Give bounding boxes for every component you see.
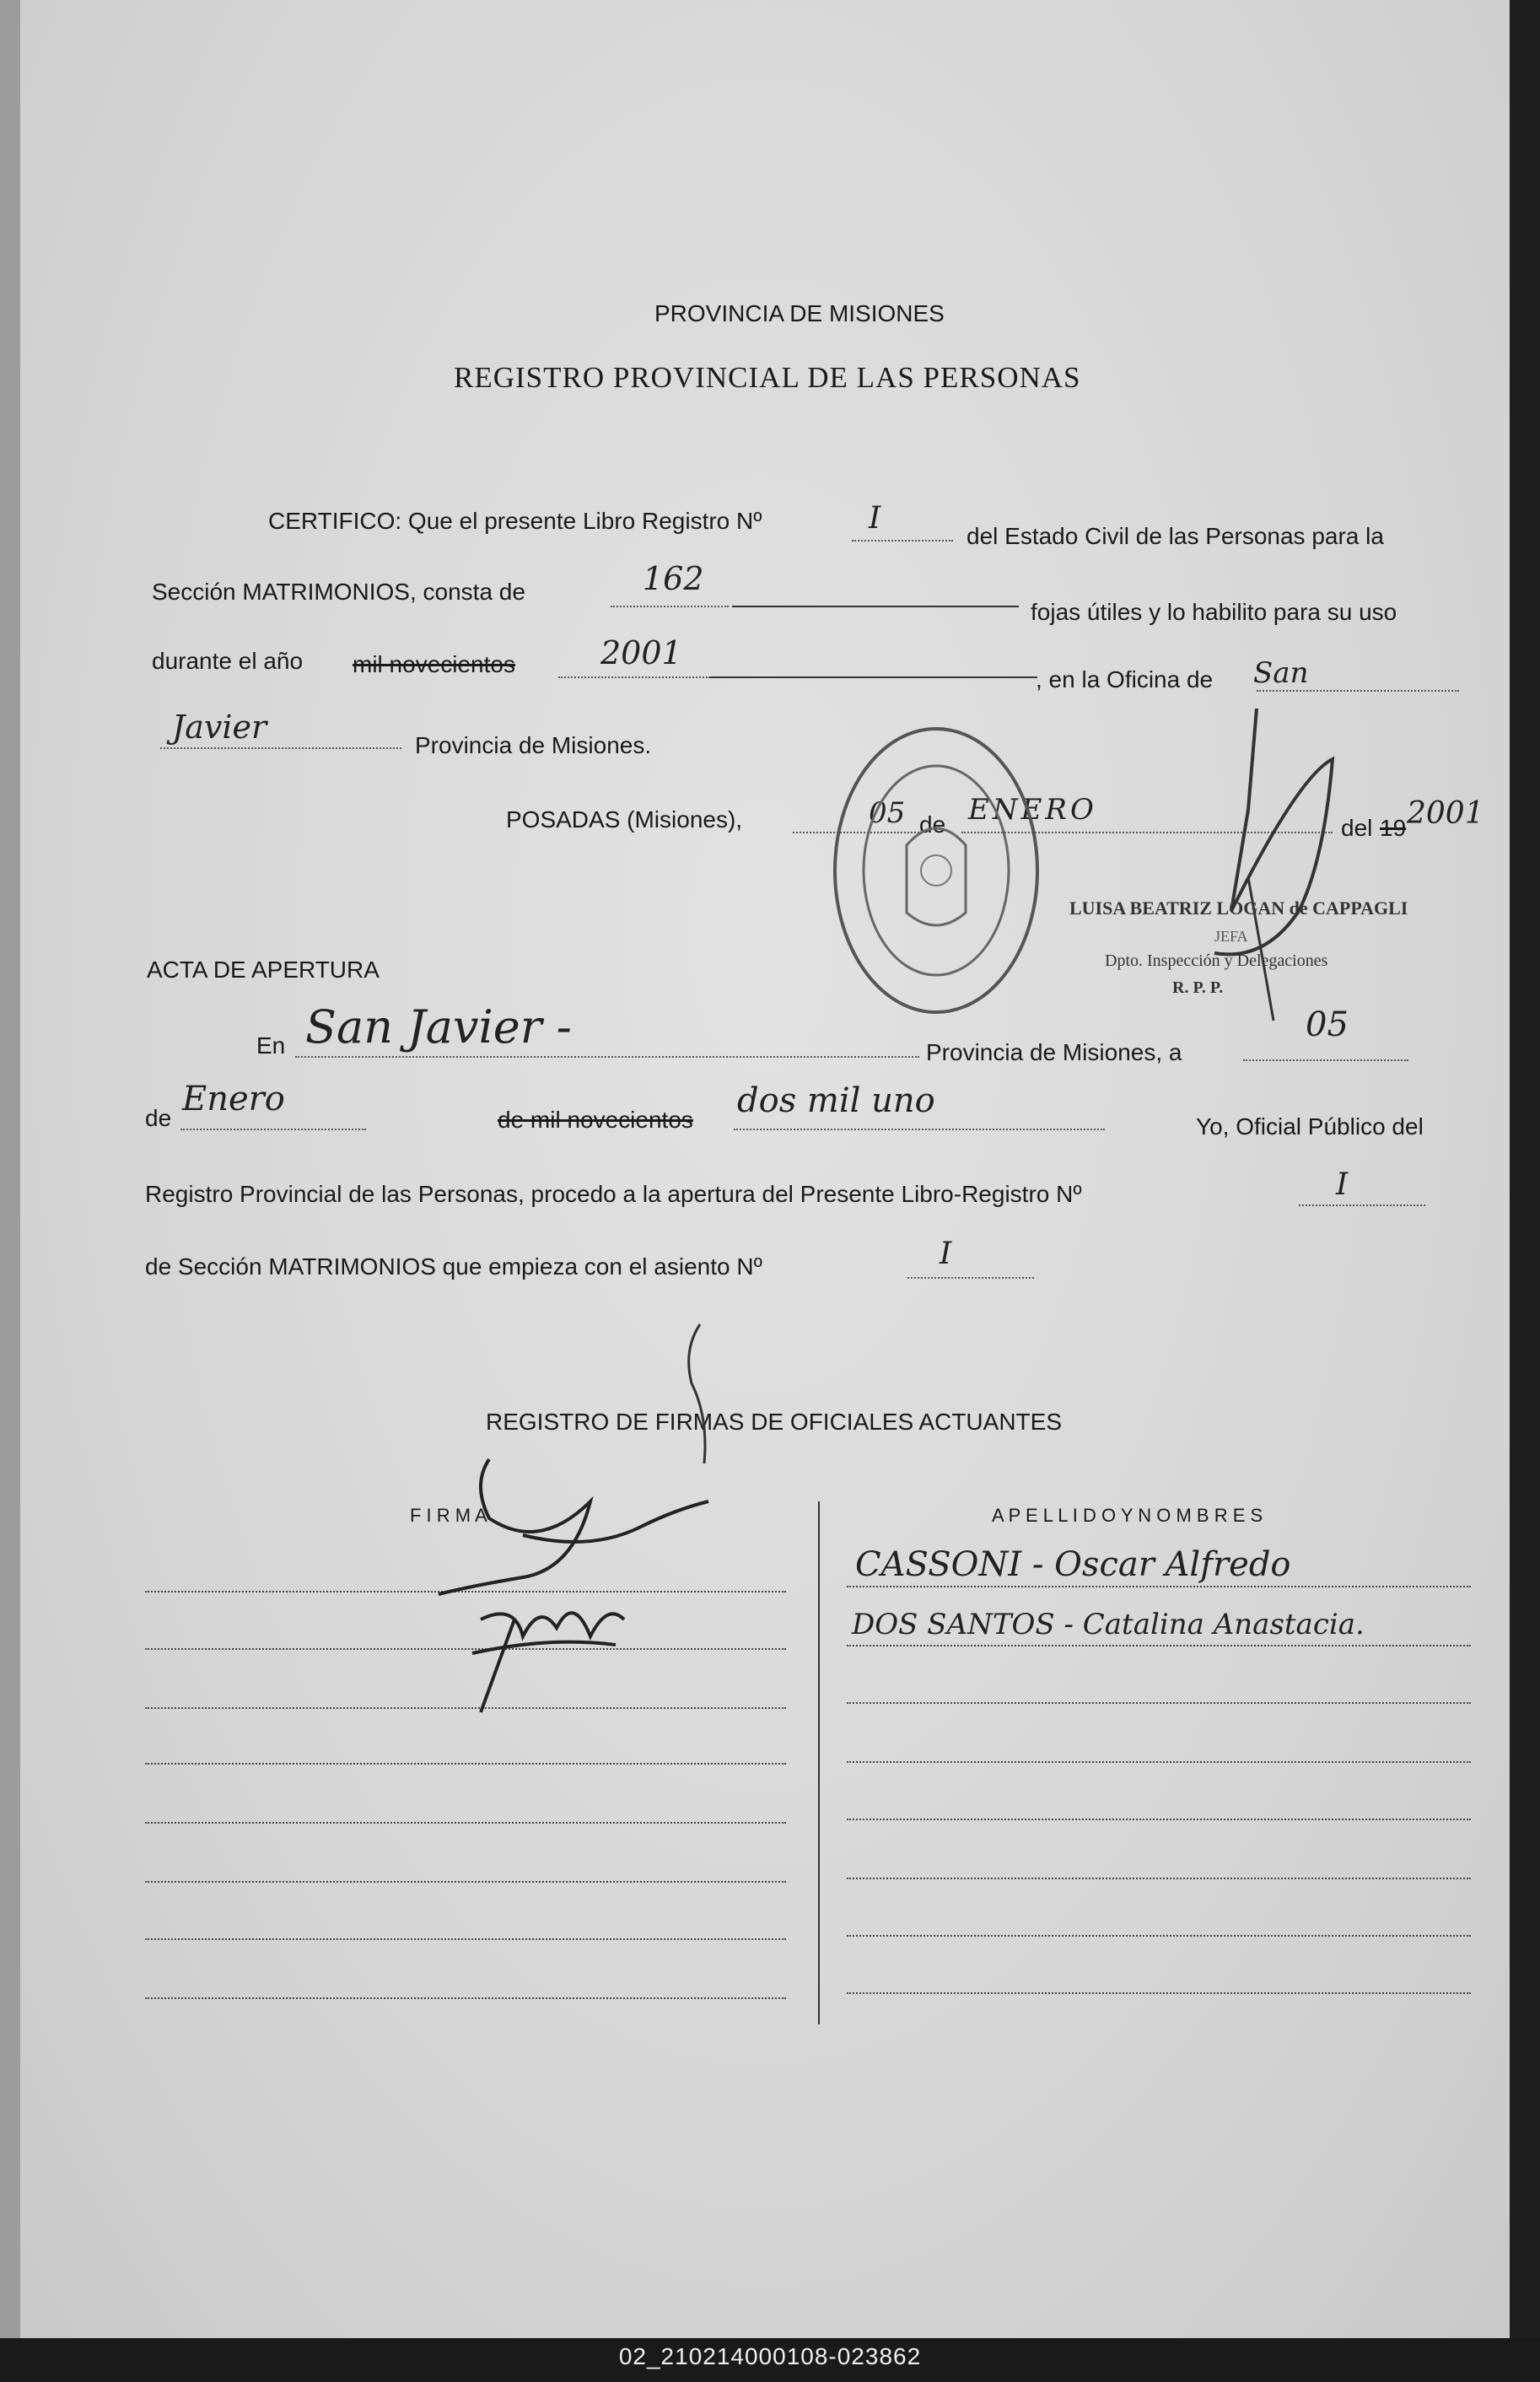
oficina-field: [1257, 690, 1459, 692]
acta-title: ACTA DE APERTURA: [147, 957, 380, 983]
acta-libro-field: [1299, 1204, 1425, 1206]
acta-line4: de Sección MATRIMONIOS que empieza con el asiento Nº: [145, 1253, 762, 1280]
cert-line1-b: del Estado Civil de las Personas para la: [967, 523, 1384, 549]
firma-line-4: [145, 1763, 786, 1765]
firmas-scribble-icon: [675, 1316, 734, 1468]
del-struck: 19: [1380, 815, 1407, 841]
month-hand: ENERO: [968, 793, 1097, 827]
year-hand: 2001: [600, 634, 682, 671]
fojas-hand: 162: [643, 560, 704, 597]
stamp-signature-icon: [1198, 709, 1349, 1029]
acta-prov: Provincia de Misiones, a: [926, 1039, 1182, 1065]
nombre-2: DOS SANTOS - Catalina Anastacia.: [852, 1608, 1365, 1641]
acta-place-field: [295, 1056, 919, 1058]
firma-line-7: [145, 1938, 786, 1940]
acta-year-field: [734, 1129, 1105, 1130]
acta-year-hand: dos mil uno: [737, 1081, 935, 1120]
cert-line3-struck: mil novecientos: [353, 651, 515, 677]
year-hand-2: 2001: [1407, 796, 1484, 831]
libro-no-field: [852, 540, 953, 542]
acta-de: de: [145, 1105, 172, 1131]
col-nombres-header: A P E L L I D O Y N O M B R E S: [992, 1505, 1263, 1526]
acta-asiento-hand: I: [940, 1237, 952, 1271]
nombre-line-4: [847, 1761, 1471, 1763]
acta-en: En: [256, 1032, 286, 1059]
posadas-label: POSADAS (Misiones),: [506, 806, 743, 833]
nombre-line-1: [847, 1586, 1471, 1587]
libro-no-hand: I: [869, 501, 881, 536]
registry-heading: REGISTRO PROVINCIAL DE LAS PERSONAS: [454, 361, 1081, 394]
fojas-rule: [732, 606, 1019, 607]
acta-month-hand: Enero: [182, 1080, 285, 1118]
page-edge-right: [1510, 0, 1540, 2338]
oficina-hand-2: Javier: [172, 709, 267, 746]
acta-day-hand: 05: [1306, 1005, 1349, 1044]
de-label: de: [919, 811, 946, 838]
oficina-field-2: [160, 747, 401, 749]
stamp-name: LUISA BEATRIZ LOGAN de CAPPAGLI: [1069, 897, 1408, 919]
nombre-line-2: [847, 1645, 1471, 1646]
cert-line3-a: durante el año: [152, 648, 304, 674]
day-hand: 05: [869, 796, 906, 830]
acta-place-hand: San Javier -: [305, 1000, 572, 1054]
fojas-field: [611, 606, 729, 607]
image-caption: 02_210214000108-023862: [618, 2343, 922, 2369]
cert-line2-b: fojas útiles y lo habilito para su uso: [1031, 599, 1397, 625]
acta-day-field: [1243, 1059, 1408, 1061]
cert-line2-a: Sección MATRIMONIOS, consta de: [152, 579, 525, 605]
signature-1-icon: [422, 1451, 759, 1721]
acta-asiento-field: [907, 1277, 1034, 1279]
firma-line-6: [145, 1881, 786, 1883]
nombre-line-8: [847, 1992, 1471, 1994]
acta-struck: de mil novecientos: [498, 1107, 693, 1133]
acta-line3: Registro Provincial de las Personas, procedo a la apertura del Presente Libro-Registro Nº: [145, 1181, 1082, 1207]
page-edge-left: [0, 0, 20, 2338]
nombre-line-6: [847, 1878, 1471, 1879]
nombre-line-7: [847, 1935, 1471, 1937]
nombre-line-5: [847, 1819, 1471, 1820]
stamp-org: R. P. P.: [1172, 978, 1224, 997]
del-label: del: [1341, 815, 1373, 841]
acta-libro-hand: I: [1336, 1167, 1349, 1202]
col-firma-header: F I R M A: [410, 1505, 487, 1526]
oficina-hand-1: San: [1253, 656, 1309, 690]
cert-line4-b: Provincia de Misiones.: [415, 732, 652, 758]
stamp-role: JEFA: [1214, 928, 1248, 945]
stamp-dept: Dpto. Inspección y Delegaciones: [1105, 951, 1328, 970]
firma-line-5: [145, 1822, 786, 1824]
firmas-title: REGISTRO DE FIRMAS DE OFICIALES ACTUANTES: [486, 1409, 1062, 1435]
nombre-1: CASSONI - Oscar Alfredo: [855, 1545, 1291, 1584]
year-field: [558, 676, 710, 678]
province-heading: PROVINCIA DE MISIONES: [654, 300, 945, 326]
official-seal-icon: [827, 719, 1046, 1022]
cert-line1-a: CERTIFICO: Que el presente Libro Registro Nº: [268, 508, 762, 534]
acta-yo: Yo, Oficial Público del: [1196, 1113, 1424, 1140]
year-rule: [710, 676, 1037, 678]
acta-month-field: [180, 1129, 366, 1130]
column-divider: [818, 1501, 820, 2024]
firma-line-8: [145, 1997, 786, 1999]
cert-line3-b: , en la Oficina de: [1036, 666, 1214, 693]
nombre-line-3: [847, 1702, 1471, 1704]
